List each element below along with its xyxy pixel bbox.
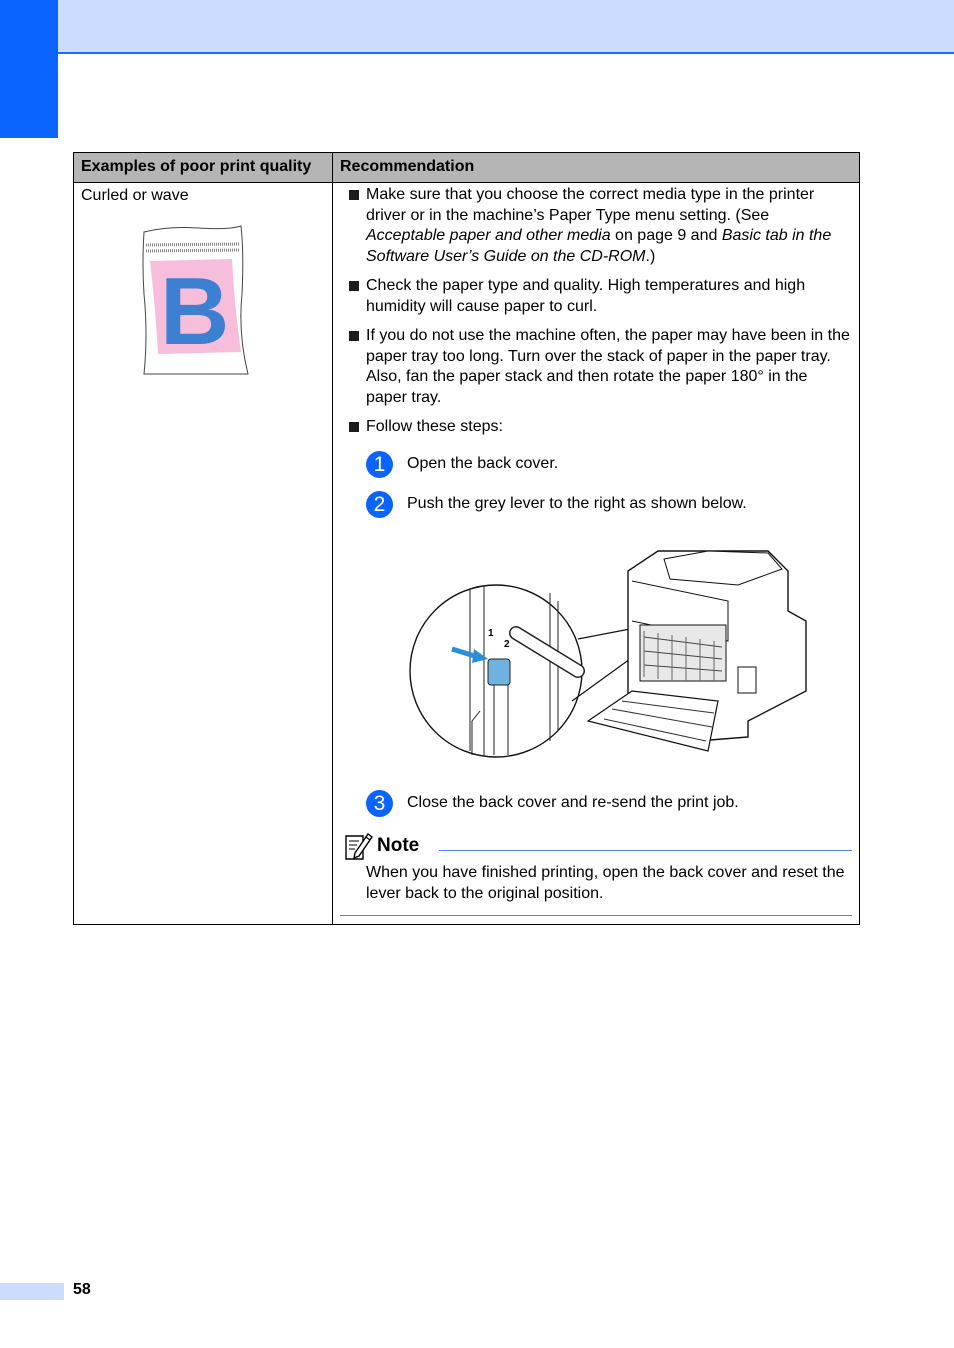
- lever-label-1: 1: [488, 627, 494, 639]
- step-3: [366, 789, 852, 817]
- list-item: Follow these steps:: [340, 417, 852, 438]
- table-row: [74, 183, 860, 925]
- lever-label-2: 2: [504, 638, 510, 650]
- page-number-band: [0, 1283, 64, 1300]
- step-1: [366, 451, 852, 479]
- page-number: 58: [73, 1281, 91, 1298]
- ref-acceptable-paper: Acceptable paper and other media: [366, 227, 611, 244]
- note-box: [340, 829, 852, 916]
- note-title: Note: [377, 834, 420, 856]
- list-item: Make sure that you choose the correct media type in the printer driver or in the machine’s Paper Type menu setting. (See Acceptable paper and other media on page 9 and Basic tab in the Software User’s Guide on the CD-ROM.): [340, 185, 852, 267]
- note-text: When you have finished printing, open the back cover and reset the lever back to the original position.: [366, 864, 845, 902]
- recommendation-cell: [333, 183, 860, 925]
- step-2-text: Push the grey lever to the right as shown below.: [407, 495, 747, 513]
- example-cell: [74, 183, 333, 925]
- note-header: [340, 829, 852, 863]
- row-label: Curled or wave: [81, 187, 189, 204]
- note-pencil-icon: [343, 831, 373, 861]
- step-number-1: 1: [366, 451, 393, 478]
- recommendation-list: [340, 185, 852, 438]
- list-item: Check the paper type and quality. High temperatures and high humidity will cause paper to curl.: [340, 276, 852, 317]
- chapter-side-tab: [0, 0, 58, 138]
- print-quality-table: [73, 152, 860, 925]
- note-rule-top: [439, 850, 852, 851]
- top-header-band: [58, 0, 954, 54]
- step-number-2: 2: [366, 491, 393, 518]
- curled-paper-illustration: [138, 224, 258, 384]
- step-1-text: Open the back cover.: [407, 455, 559, 473]
- printer-back-cover-figure: [408, 541, 808, 771]
- header-examples: Examples of poor print quality: [74, 153, 333, 183]
- note-rule-bottom: [340, 915, 852, 916]
- illustration-letter: B: [160, 257, 230, 365]
- steps-list: [366, 451, 852, 519]
- ref-basic-tab: Basic tab in the Software User’s Guide on the CD-ROM: [366, 227, 832, 265]
- header-recommendation: Recommendation: [333, 153, 860, 183]
- step-number-3: 3: [366, 790, 393, 817]
- step-2: [366, 491, 852, 519]
- list-item: If you do not use the machine often, the paper may have been in the paper tray too long. Turn over the stack of paper in the paper tray. Also, fan the paper stack and then rotate the paper 180° in the paper tray.: [340, 326, 852, 408]
- table-header-row: [74, 153, 860, 183]
- step-3-text: Close the back cover and re-send the print job.: [407, 793, 739, 811]
- steps-list-continued: [366, 789, 852, 817]
